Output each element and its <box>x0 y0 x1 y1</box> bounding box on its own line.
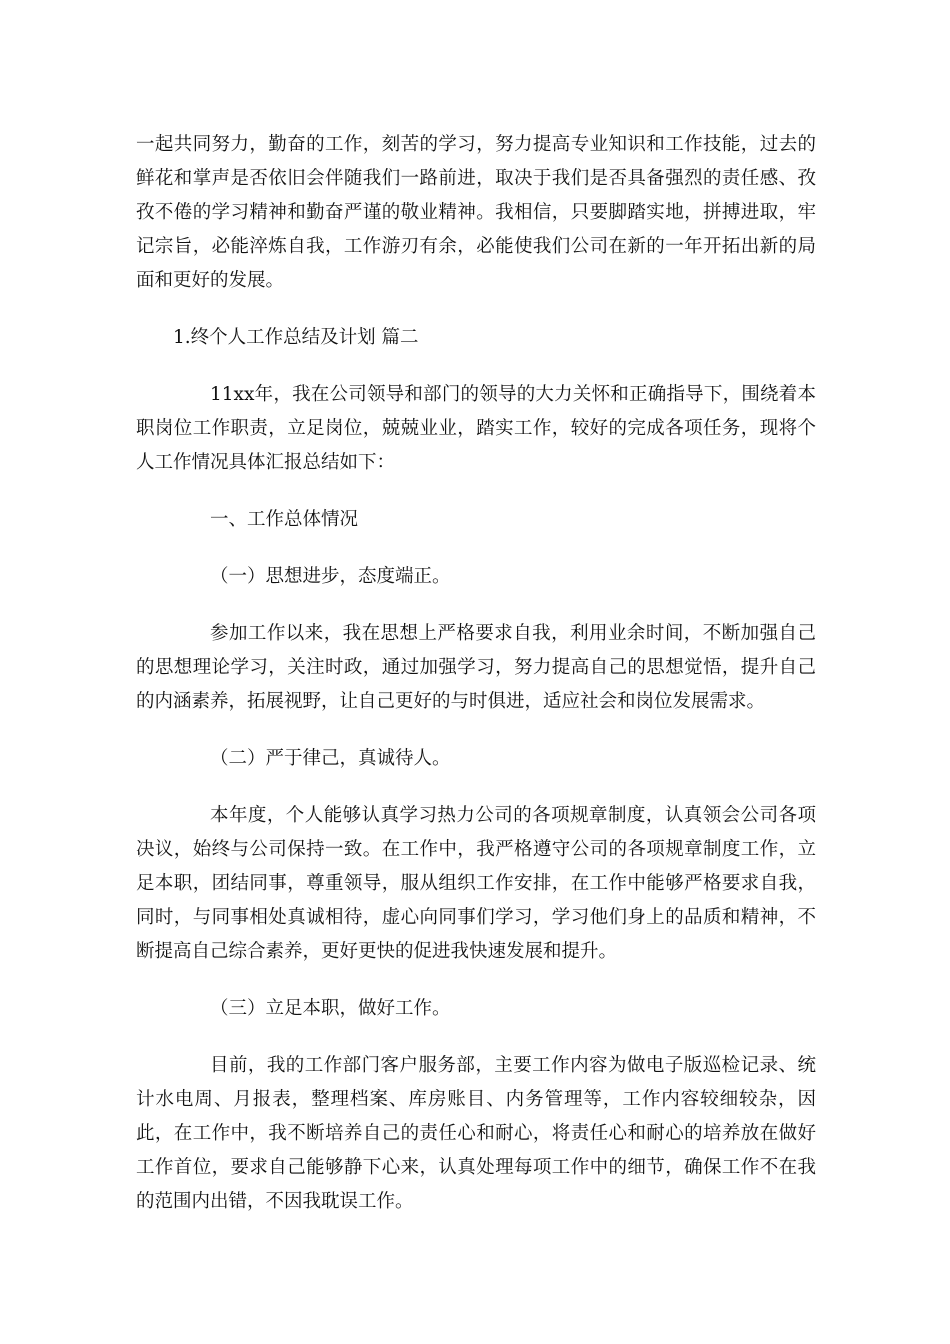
section-title: 1.终个人工作总结及计划 篇二 <box>173 327 419 348</box>
subheading-1: （一）思想进步，态度端正。 <box>210 566 451 587</box>
heading-work-overview: 一、工作总体情况 <box>210 509 359 530</box>
document-body <box>136 128 816 1242</box>
paragraph-intro: 11xx年，我在公司领导和部门的领导的大力关怀和正确指导下，围绕着本职岗位工作职责，立足岗位，兢兢业业，踏实工作，较好的完成各项任务，现将个人工作情况具体汇报总结如下： <box>136 384 816 473</box>
subheading-2: （二）严于律己，真诚待人。 <box>210 748 451 769</box>
paragraph-body-2: 本年度，个人能够认真学习热力公司的各项规章制度，认真领会公司各项决议，始终与公司保持一致。在工作中，我严格遵守公司的各项规章制度工作，立足本职，团结同事，尊重领导，服从组织工作安排，在工作中能够严格要求自我，同时，与同事相处真诚相待，虚心向同事们学习，学习他们身上的品质和精神，不断提高自己综合素养，更好更快的促进我快速发展和提升。 <box>136 805 816 962</box>
paragraph-continuation: 一起共同努力，勤奋的工作，刻苦的学习，努力提高专业知识和工作技能，过去的鲜花和掌声是否依旧会伴随我们一路前进，取决于我们是否具备强烈的责任感、孜孜不倦的学习精神和勤奋严谨的敬业精神。我相信，只要脚踏实地，拼搏进取，牢记宗旨，必能淬炼自我，工作游刃有余，必能使我们公司在新的一年开拓出新的局面和更好的发展。 <box>136 134 816 291</box>
paragraph-body-1: 参加工作以来，我在思想上严格要求自我，利用业余时间，不断加强自己的思想理论学习，关注时政，通过加强学习，努力提高自己的思想觉悟，提升自己的内涵素养，拓展视野，让自己更好的与时俱进，适应社会和岗位发展需求。 <box>136 623 816 712</box>
subheading-3: （三）立足本职，做好工作。 <box>210 998 451 1019</box>
paragraph-body-3: 目前，我的工作部门客户服务部，主要工作内容为做电子版巡检记录、统计水电周、月报表，整理档案、库房账目、内务管理等，工作内容较细较杂，因此，在工作中，我不断培养自己的责任心和耐心，将责任心和耐心的培养放在做好工作首位，要求自己能够静下心来，认真处理每项工作中的细节，确保工作不在我的范围内出错，不因我耽误工作。 <box>136 1055 816 1212</box>
